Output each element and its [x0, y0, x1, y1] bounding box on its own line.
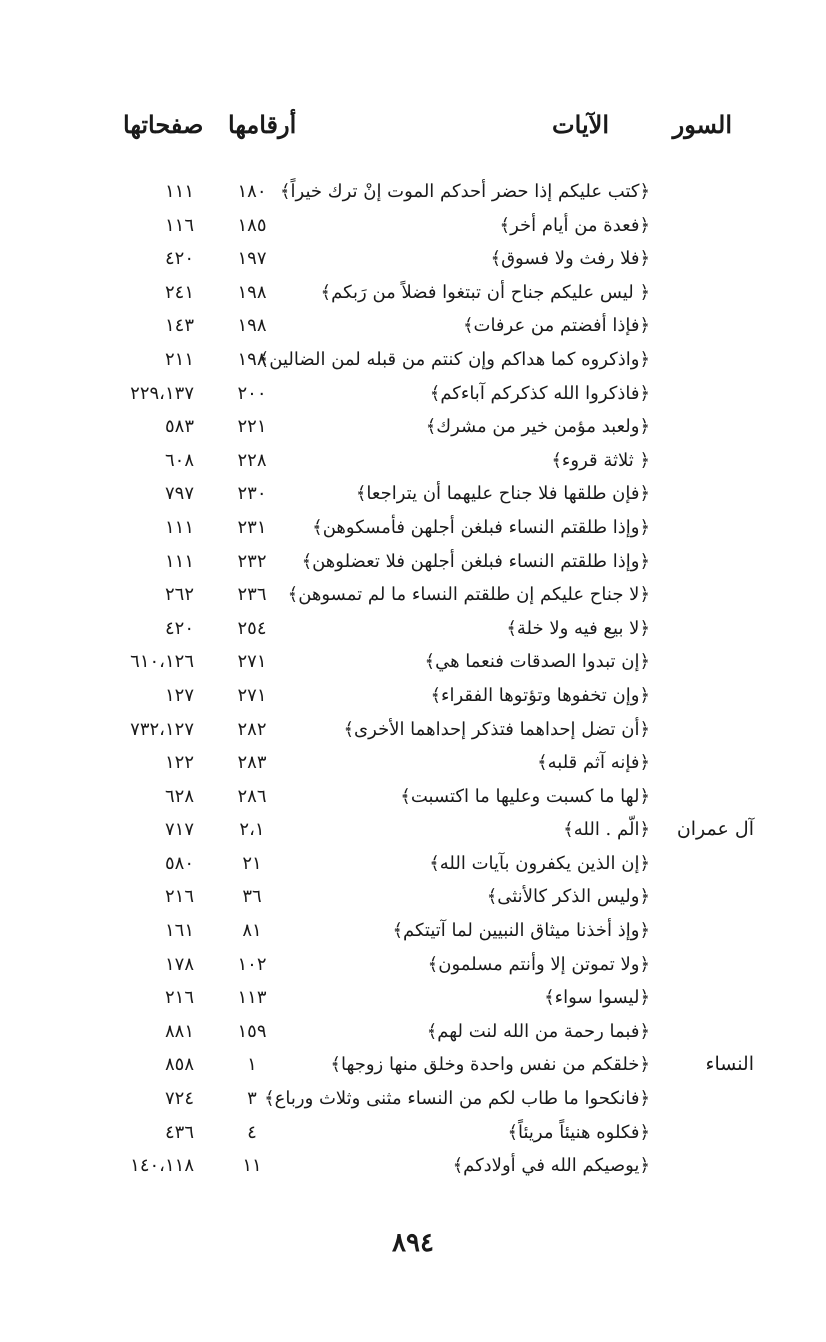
- row-pages: ٢١١: [164, 348, 194, 370]
- table-row: [0, 612, 826, 646]
- row-verse: ﴿إن تبدوا الصدقات فنعما هي﴾: [424, 651, 650, 673]
- table-row: [0, 343, 826, 377]
- table-row: [0, 679, 826, 713]
- row-verse-number: ٢٣٠: [237, 483, 267, 505]
- header-pages: صفحاتها: [123, 110, 204, 139]
- row-verse-number: ٢٠٠: [237, 382, 267, 404]
- row-pages: ١٦١: [164, 920, 194, 942]
- row-pages: ٢٢٩،١٣٧: [130, 382, 194, 404]
- row-verse: ﴿لا بيع فيه ولا خلة﴾: [506, 617, 650, 639]
- table-row: [0, 578, 826, 612]
- verse-index-table: [0, 175, 826, 1183]
- row-verse: ﴿فاذكروا الله كذكركم آباءكم﴾: [429, 382, 650, 404]
- row-verse-number: ٣: [247, 1088, 257, 1110]
- row-verse-number: ٢١: [242, 852, 262, 874]
- row-verse-number: ١: [247, 1054, 257, 1076]
- header-ayat: الآيات: [552, 110, 609, 139]
- row-pages: ٤٢٠: [164, 248, 194, 270]
- row-verse: ﴿وليس الذكر كالأنثى﴾: [486, 886, 650, 908]
- row-verse: ﴿وإذ أخذنا ميثاق النبيين لما آتيتكم﴾: [392, 920, 650, 942]
- row-verse-number: ٢٢٨: [237, 449, 267, 471]
- row-verse: ﴿فبما رحمة من الله لنت لهم﴾: [426, 1020, 650, 1042]
- row-verse-number: ١١٣: [237, 987, 267, 1009]
- table-row: [0, 713, 826, 747]
- row-verse-number: ٢٣١: [237, 516, 267, 538]
- row-verse-number: ٨١: [242, 920, 262, 942]
- row-pages: ٤٢٠: [164, 617, 194, 639]
- row-verse: ﴿خلقكم من نفس واحدة وخلق منها زوجها﴾: [330, 1054, 650, 1076]
- row-verse-number: ٢،١: [239, 819, 265, 841]
- table-row: [0, 1082, 826, 1116]
- row-pages: ٢١٦: [164, 987, 194, 1009]
- row-pages: ٥٨٣: [164, 416, 194, 438]
- row-pages: ٦٠٨: [164, 449, 194, 471]
- table-row: [0, 477, 826, 511]
- row-verse: ﴿فعدة من أيام أخر﴾: [499, 214, 650, 236]
- row-pages: ٦١٠،١٢٦: [130, 651, 194, 673]
- table-row: [0, 645, 826, 679]
- row-pages: ٧٢٤: [164, 1088, 194, 1110]
- table-row: [0, 444, 826, 478]
- row-surah: النساء: [705, 1053, 754, 1076]
- table-row: [0, 410, 826, 444]
- row-verse: ﴿واذكروه كما هداكم وإن كنتم من قبله لمن الضالين﴾: [258, 348, 650, 370]
- table-row: [0, 780, 826, 814]
- table-row: [0, 175, 826, 209]
- table-row: [0, 1149, 826, 1183]
- row-verse-number: ١٩٨: [237, 348, 267, 370]
- header-numbers: أرقامها: [228, 110, 297, 139]
- table-row: [0, 914, 826, 948]
- row-verse-number: ٤: [247, 1121, 257, 1143]
- row-verse-number: ٢٨٦: [237, 785, 267, 807]
- row-pages: ٧٩٧: [164, 483, 194, 505]
- table-row: [0, 746, 826, 780]
- row-pages: ٧٣٢،١٢٧: [130, 718, 194, 740]
- row-surah: آل عمران: [676, 818, 754, 841]
- row-verse-number: ١٩٧: [237, 248, 267, 270]
- page-number: ٨٩٤: [392, 1228, 434, 1258]
- row-verse: ﴿ ثلاثة قروء﴾: [551, 449, 650, 471]
- table-row: [0, 377, 826, 411]
- row-pages: ١٤٣: [164, 315, 194, 337]
- table-row: [0, 1116, 826, 1150]
- row-verse-number: ٢٧١: [237, 684, 267, 706]
- row-verse: ﴿فانكحوا ما طاب لكم من النساء مثنى وثلاث ورباع﴾: [264, 1088, 650, 1110]
- row-verse: ﴿وإذا طلقتم النساء فبلغن أجلهن فأمسكوهن﴾: [312, 516, 650, 538]
- row-verse: ﴿يوصيكم الله في أولادكم﴾: [452, 1155, 650, 1177]
- table-row: [0, 242, 826, 276]
- row-pages: ١١٦: [164, 214, 194, 236]
- row-pages: ٢١٦: [164, 886, 194, 908]
- row-verse-number: ١٠٢: [237, 953, 267, 975]
- row-verse-number: ٢٨٢: [237, 718, 267, 740]
- row-verse-number: ١١: [242, 1155, 262, 1177]
- row-verse: ﴿فإن طلقها فلا جناح عليهما أن يتراجعا﴾: [355, 483, 650, 505]
- row-verse-number: ١٩٨: [237, 281, 267, 303]
- row-verse-number: ٢٢١: [237, 416, 267, 438]
- table-row: [0, 276, 826, 310]
- row-pages: ٧١٧: [164, 819, 194, 841]
- table-row: [0, 545, 826, 579]
- row-verse-number: ٢٣٦: [237, 584, 267, 606]
- row-pages: ١٧٨: [164, 953, 194, 975]
- row-verse-number: ٢٣٢: [237, 550, 267, 572]
- row-verse: ﴿وإن تخفوها وتؤتوها الفقراء﴾: [430, 684, 650, 706]
- row-verse-number: ٢٧١: [237, 651, 267, 673]
- table-row: [0, 1048, 826, 1082]
- row-verse: ﴿لها ما كسبت وعليها ما اكتسبت﴾: [400, 785, 650, 807]
- row-verse: ﴿فإنه آثم قلبه﴾: [537, 752, 650, 774]
- table-row: [0, 309, 826, 343]
- row-pages: ١٢٢: [164, 752, 194, 774]
- row-pages: ٨٨١: [164, 1020, 194, 1042]
- row-verse-number: ١٥٩: [237, 1020, 267, 1042]
- row-verse: ﴿لا جناح عليكم إن طلقتم النساء ما لم تمسوهن﴾: [287, 584, 650, 606]
- table-row: [0, 847, 826, 881]
- row-pages: ١١١: [164, 516, 194, 538]
- row-verse: ﴿فلا رفث ولا فسوق﴾: [490, 248, 650, 270]
- row-pages: ٨٥٨: [164, 1054, 194, 1076]
- row-verse-number: ١٨٠: [237, 181, 267, 202]
- row-verse: ﴿إن الذين يكفرون بآيات الله﴾: [429, 852, 650, 874]
- row-pages: ١٢٧: [164, 684, 194, 706]
- row-verse: ﴿ولا تموتن إلا وأنتم مسلمون﴾: [427, 953, 650, 975]
- row-pages: ١٤٠،١١٨: [130, 1155, 194, 1177]
- row-pages: ٢٦٢: [164, 584, 194, 606]
- row-verse: ﴿ليسوا سواء﴾: [544, 987, 650, 1009]
- row-verse-number: ٢٥٤: [237, 617, 267, 639]
- row-pages: ١١١: [164, 550, 194, 572]
- row-verse: ﴿ولعبد مؤمن خير من مشرك﴾: [425, 416, 650, 438]
- row-verse-number: ٢٨٣: [237, 752, 267, 774]
- table-row: [0, 209, 826, 243]
- row-verse-number: ٣٦: [242, 886, 262, 908]
- table-row: [0, 813, 826, 847]
- row-verse-number: ١٨٥: [237, 214, 267, 236]
- row-verse: ﴿أن تضل إحداهما فتذكر إحداهما الأخرى﴾: [343, 718, 650, 740]
- row-pages: ٤٣٦: [164, 1121, 194, 1143]
- header-surah: السور: [672, 110, 732, 139]
- row-verse: ﴿وإذا طلقتم النساء فبلغن أجلهن فلا تعضلوهن﴾: [301, 550, 650, 572]
- row-verse: ﴿ ليس عليكم جناح أن تبتغوا فضلاً من رَبكم﴾: [320, 281, 650, 303]
- row-verse: ﴿فإذا أفضتم من عرفات﴾: [462, 315, 650, 337]
- row-pages: ٦٢٨: [164, 785, 194, 807]
- table-row: [0, 1015, 826, 1049]
- row-pages: ٢٤١: [164, 281, 194, 303]
- row-pages: ٥٨٠: [164, 852, 194, 874]
- table-row: [0, 981, 826, 1015]
- row-verse: ﴿الّم . الله﴾: [563, 819, 650, 841]
- table-row: [0, 511, 826, 545]
- row-verse: ﴿فكلوه هنيئاً مريئاً﴾: [507, 1121, 650, 1143]
- row-verse-number: ١٩٨: [237, 315, 267, 337]
- row-pages: ١١١: [164, 181, 194, 202]
- table-row: [0, 880, 826, 914]
- table-row: [0, 948, 826, 982]
- row-verse: ﴿كتب عليكم إذا حضر أحدكم الموت إنْ ترك خيراً﴾: [279, 181, 650, 202]
